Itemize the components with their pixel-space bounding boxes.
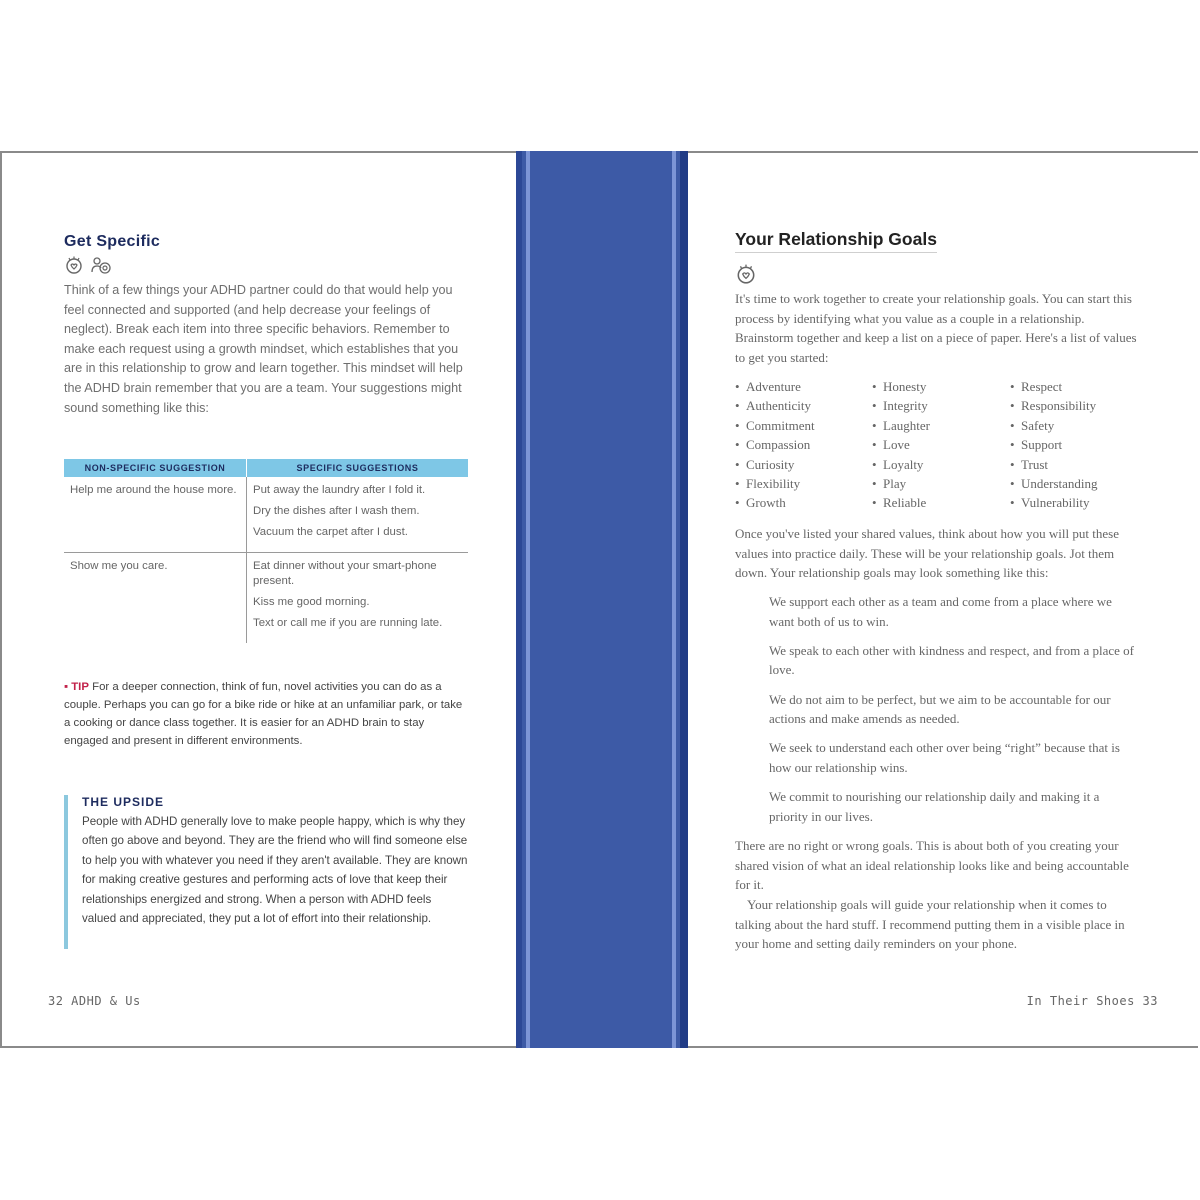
goal-item: We do not aim to be perfect, but we aim to be accountable for our actions and make amends as needed.: [769, 691, 1111, 727]
section-title-get-specific: Get Specific: [64, 233, 161, 250]
table-row: [64, 477, 468, 553]
closing-paragraph: There are no right or wrong goals. This is about both of you creating your shared vision of what an ideal relationship looks like and being accountable for it.: [735, 838, 1129, 893]
upside-text: People with ADHD generally love to make people happy, which is why they often go above and beyond. They are the friend who will find someone else to help you with whatever you need if they aren't available. They are known for making creative gestures and performing acts of love that keep their relationships energized and strong. When a person with ADHD feels valued and appreciated, they put a lot of effort into their relationship.: [82, 815, 468, 926]
value-item: • Trust: [1010, 455, 1098, 474]
goal-item: We speak to each other with kindness and respect, and from a place of love.: [769, 642, 1134, 678]
brain-heart-icon: [735, 263, 757, 285]
goal-item: We support each other as a team and come from a place where we want both of us to win.: [769, 594, 1112, 629]
value-item: • Safety: [1010, 416, 1098, 435]
specific-suggestion: Text or call me if you are running late.: [253, 617, 443, 629]
column-header-specific: SPECIFIC SUGGESTIONS: [247, 459, 469, 477]
ribbon-stripe: [672, 151, 676, 1048]
value-item: • Play: [872, 474, 1010, 493]
ribbon-bookmark: [516, 151, 688, 1048]
goal-item: We commit to nourishing our relationship daily and making it a priority in our lives.: [769, 789, 1100, 824]
specific-suggestion: Vacuum the carpet after I dust.: [253, 526, 408, 538]
value-item: • Responsibility: [1010, 396, 1098, 415]
goal-item: We seek to understand each other over being “right” because that is how our relationship wins.: [769, 740, 1120, 775]
value-item: • Love: [872, 435, 1010, 454]
value-item: • Flexibility: [735, 474, 872, 493]
specific-suggestion: Kiss me good morning.: [253, 596, 370, 608]
page-folio-left: 32 ADHD & Us: [48, 994, 141, 1008]
value-item: • Compassion: [735, 435, 872, 454]
values-column: [735, 377, 872, 513]
ribbon-stripe: [526, 151, 530, 1048]
value-item: • Reliable: [872, 493, 1010, 512]
values-column: [1010, 377, 1098, 513]
specific-suggestion: Dry the dishes after I wash them.: [253, 505, 420, 517]
ribbon-edge: [516, 151, 522, 1048]
value-item: • Growth: [735, 493, 872, 512]
book-spread: [0, 151, 1198, 1048]
value-item: • Respect: [1010, 377, 1098, 396]
values-list: [735, 377, 1155, 513]
suggestions-table: [64, 459, 468, 643]
value-item: • Laughter: [872, 416, 1010, 435]
relationship-goals-intro: It's time to work together to create your relationship goals. You can start this process by identifying what you value as a couple in a relationship. Brainstorm together and keep a list on a piece of paper. Here's a list of values to get you started:: [735, 291, 1137, 365]
value-item: • Vulnerability: [1010, 493, 1098, 512]
values-column: [872, 377, 1010, 513]
tip-text: For a deeper connection, think of fun, novel activities you can do as a couple. Perhaps you can go for a bike ride or hike at an unfamiliar park, or take a cooking or dance class together. It is easier for an ADHD brain to stay engaged and present in different environments.: [64, 681, 463, 747]
tip-bullet-icon: ▪: [64, 681, 69, 693]
table-row: [64, 553, 468, 644]
ribbon-edge: [680, 151, 688, 1048]
brain-heart-icon: [64, 255, 84, 275]
values-to-goals-paragraph: Once you've listed your shared values, think about how you will put these values into practice daily. These will be your relationship goals. Jot them down. Your relationship goals may look something like this:: [735, 526, 1119, 581]
closing-paragraph: Your relationship goals will guide your relationship when it comes to talking about the hard stuff. I recommend putting them in a visible place in your home and setting daily reminders on your phone.: [735, 897, 1125, 952]
non-specific-suggestion: Help me around the house more.: [70, 484, 237, 496]
specific-suggestion: Eat dinner without your smart-phone present.: [253, 560, 437, 587]
tip-label: TIP: [71, 681, 89, 693]
value-item: • Integrity: [872, 396, 1010, 415]
value-item: • Commitment: [735, 416, 872, 435]
right-page: [688, 153, 1198, 1046]
value-item: • Curiosity: [735, 455, 872, 474]
example-goals: [769, 592, 1139, 836]
value-item: • Adventure: [735, 377, 872, 396]
people-couple-icon: [90, 255, 110, 275]
value-item: • Authenticity: [735, 396, 872, 415]
value-item: • Honesty: [872, 377, 1010, 396]
activity-icons: [64, 255, 110, 275]
value-item: • Support: [1010, 435, 1098, 454]
section-title-relationship-goals: Your Relationship Goals: [735, 229, 937, 253]
specific-suggestion: Put away the laundry after I fold it.: [253, 484, 426, 496]
upside-sidebar: [64, 795, 468, 949]
tip-callout: [64, 678, 464, 750]
get-specific-intro: Think of a few things your ADHD partner could do that would help you feel connected and supported (and help decrease your feelings of neglect). Break each item into three specific behaviors. Remember to make each request using a growth mindset, which establishes that you are in this relationship to grow and learn together. This mindset will help the ADHD brain remember that you are a team. Your suggestions might sound something like this:: [64, 283, 463, 415]
left-page: [2, 153, 516, 1046]
value-item: • Understanding: [1010, 474, 1098, 493]
upside-title: THE UPSIDE: [82, 795, 165, 809]
page-folio-right: In Their Shoes 33: [1026, 994, 1158, 1008]
value-item: • Loyalty: [872, 455, 1010, 474]
non-specific-suggestion: Show me you care.: [70, 560, 168, 572]
column-header-non-specific: NON-SPECIFIC SUGGESTION: [64, 459, 247, 477]
